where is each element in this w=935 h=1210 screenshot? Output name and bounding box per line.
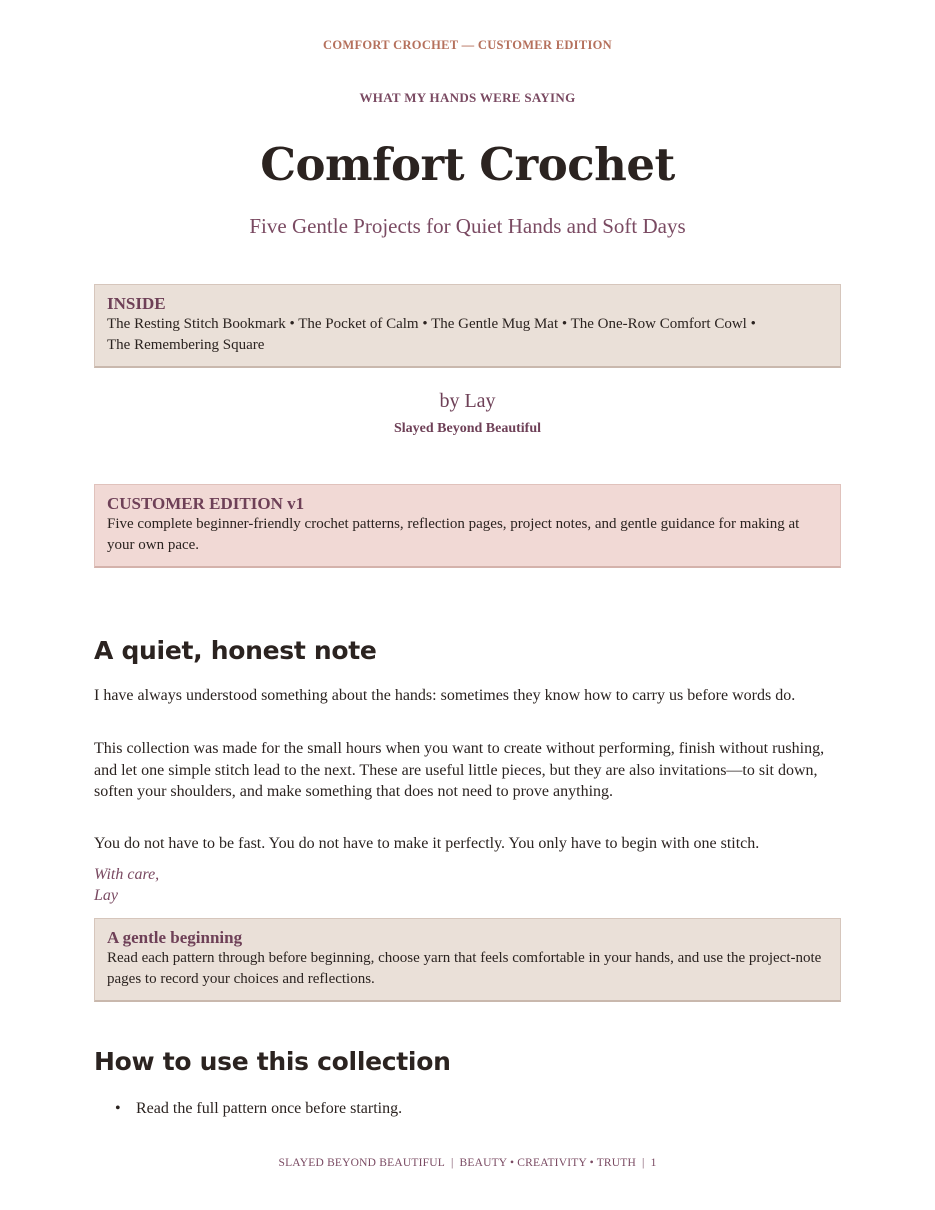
bullet-icon: • (115, 1100, 121, 1117)
signoff-line-2: Lay (94, 887, 118, 904)
footer-tagline: BEAUTY • CREATIVITY • TRUTH (459, 1157, 637, 1169)
footer-brand: SLAYED BEYOND BEAUTIFUL (278, 1157, 445, 1169)
page-footer (0, 1157, 935, 1169)
section-heading-note: A quiet, honest note (94, 636, 377, 665)
usage-list (94, 1098, 839, 1119)
signoff-line-1: With care, (94, 866, 160, 883)
beginning-box-text: Read each pattern through before beginning, choose yarn that feels comfortable in your hands, and use the project-note pages to record your choices and reflections. (107, 950, 822, 987)
eyebrow-text: WHAT MY HANDS WERE SAYING (359, 90, 576, 105)
section-heading-usage: How to use this collection (94, 1047, 451, 1076)
beginning-box-title: A gentle beginning (107, 928, 243, 947)
inside-box (94, 284, 841, 368)
byline: by Lay (439, 390, 496, 412)
footer-separator: | (642, 1157, 645, 1169)
edition-box-text: Five complete beginner-friendly crochet patterns, reflection pages, project notes, and gentle guidance for making at your own pace. (107, 516, 800, 553)
inside-box-line-2: The Remembering Square (107, 337, 265, 353)
list-item-text: Read the full pattern once before starting. (136, 1100, 403, 1117)
inside-box-title: INSIDE (107, 294, 166, 313)
note-paragraph-3: You do not have to be fast. You do not have to make it perfectly. You only have to begin with one stitch. (94, 835, 760, 852)
inside-box-line-1: The Resting Stitch Bookmark • The Pocket of Calm • The Gentle Mug Mat • The One-Row Comfort Cowl • (107, 316, 756, 332)
note-paragraph-1: I have always understood something about the hands: sometimes they know how to carry us before words do. (94, 687, 796, 704)
document-title: Comfort Crochet (260, 138, 675, 191)
footer-separator: | (450, 1157, 454, 1169)
edition-box-title: CUSTOMER EDITION v1 (107, 494, 305, 513)
running-head: COMFORT CROCHET — CUSTOMER EDITION (323, 38, 612, 52)
beginning-box (94, 918, 841, 1002)
brand-name: Slayed Beyond Beautiful (393, 421, 542, 436)
edition-box (94, 484, 841, 568)
list-item (94, 1098, 839, 1119)
note-paragraph-2: This collection was made for the small hours when you want to create without performing, finish without rushing, and let one simple stitch lead to the next. These are useful little pieces, but they are also invitations—to sit down, soften your shoulders, and make something that does not need to prove anything. (94, 740, 825, 800)
document-subtitle: Five Gentle Projects for Quiet Hands and Soft Days (249, 214, 686, 238)
page-number: 1 (650, 1157, 657, 1169)
